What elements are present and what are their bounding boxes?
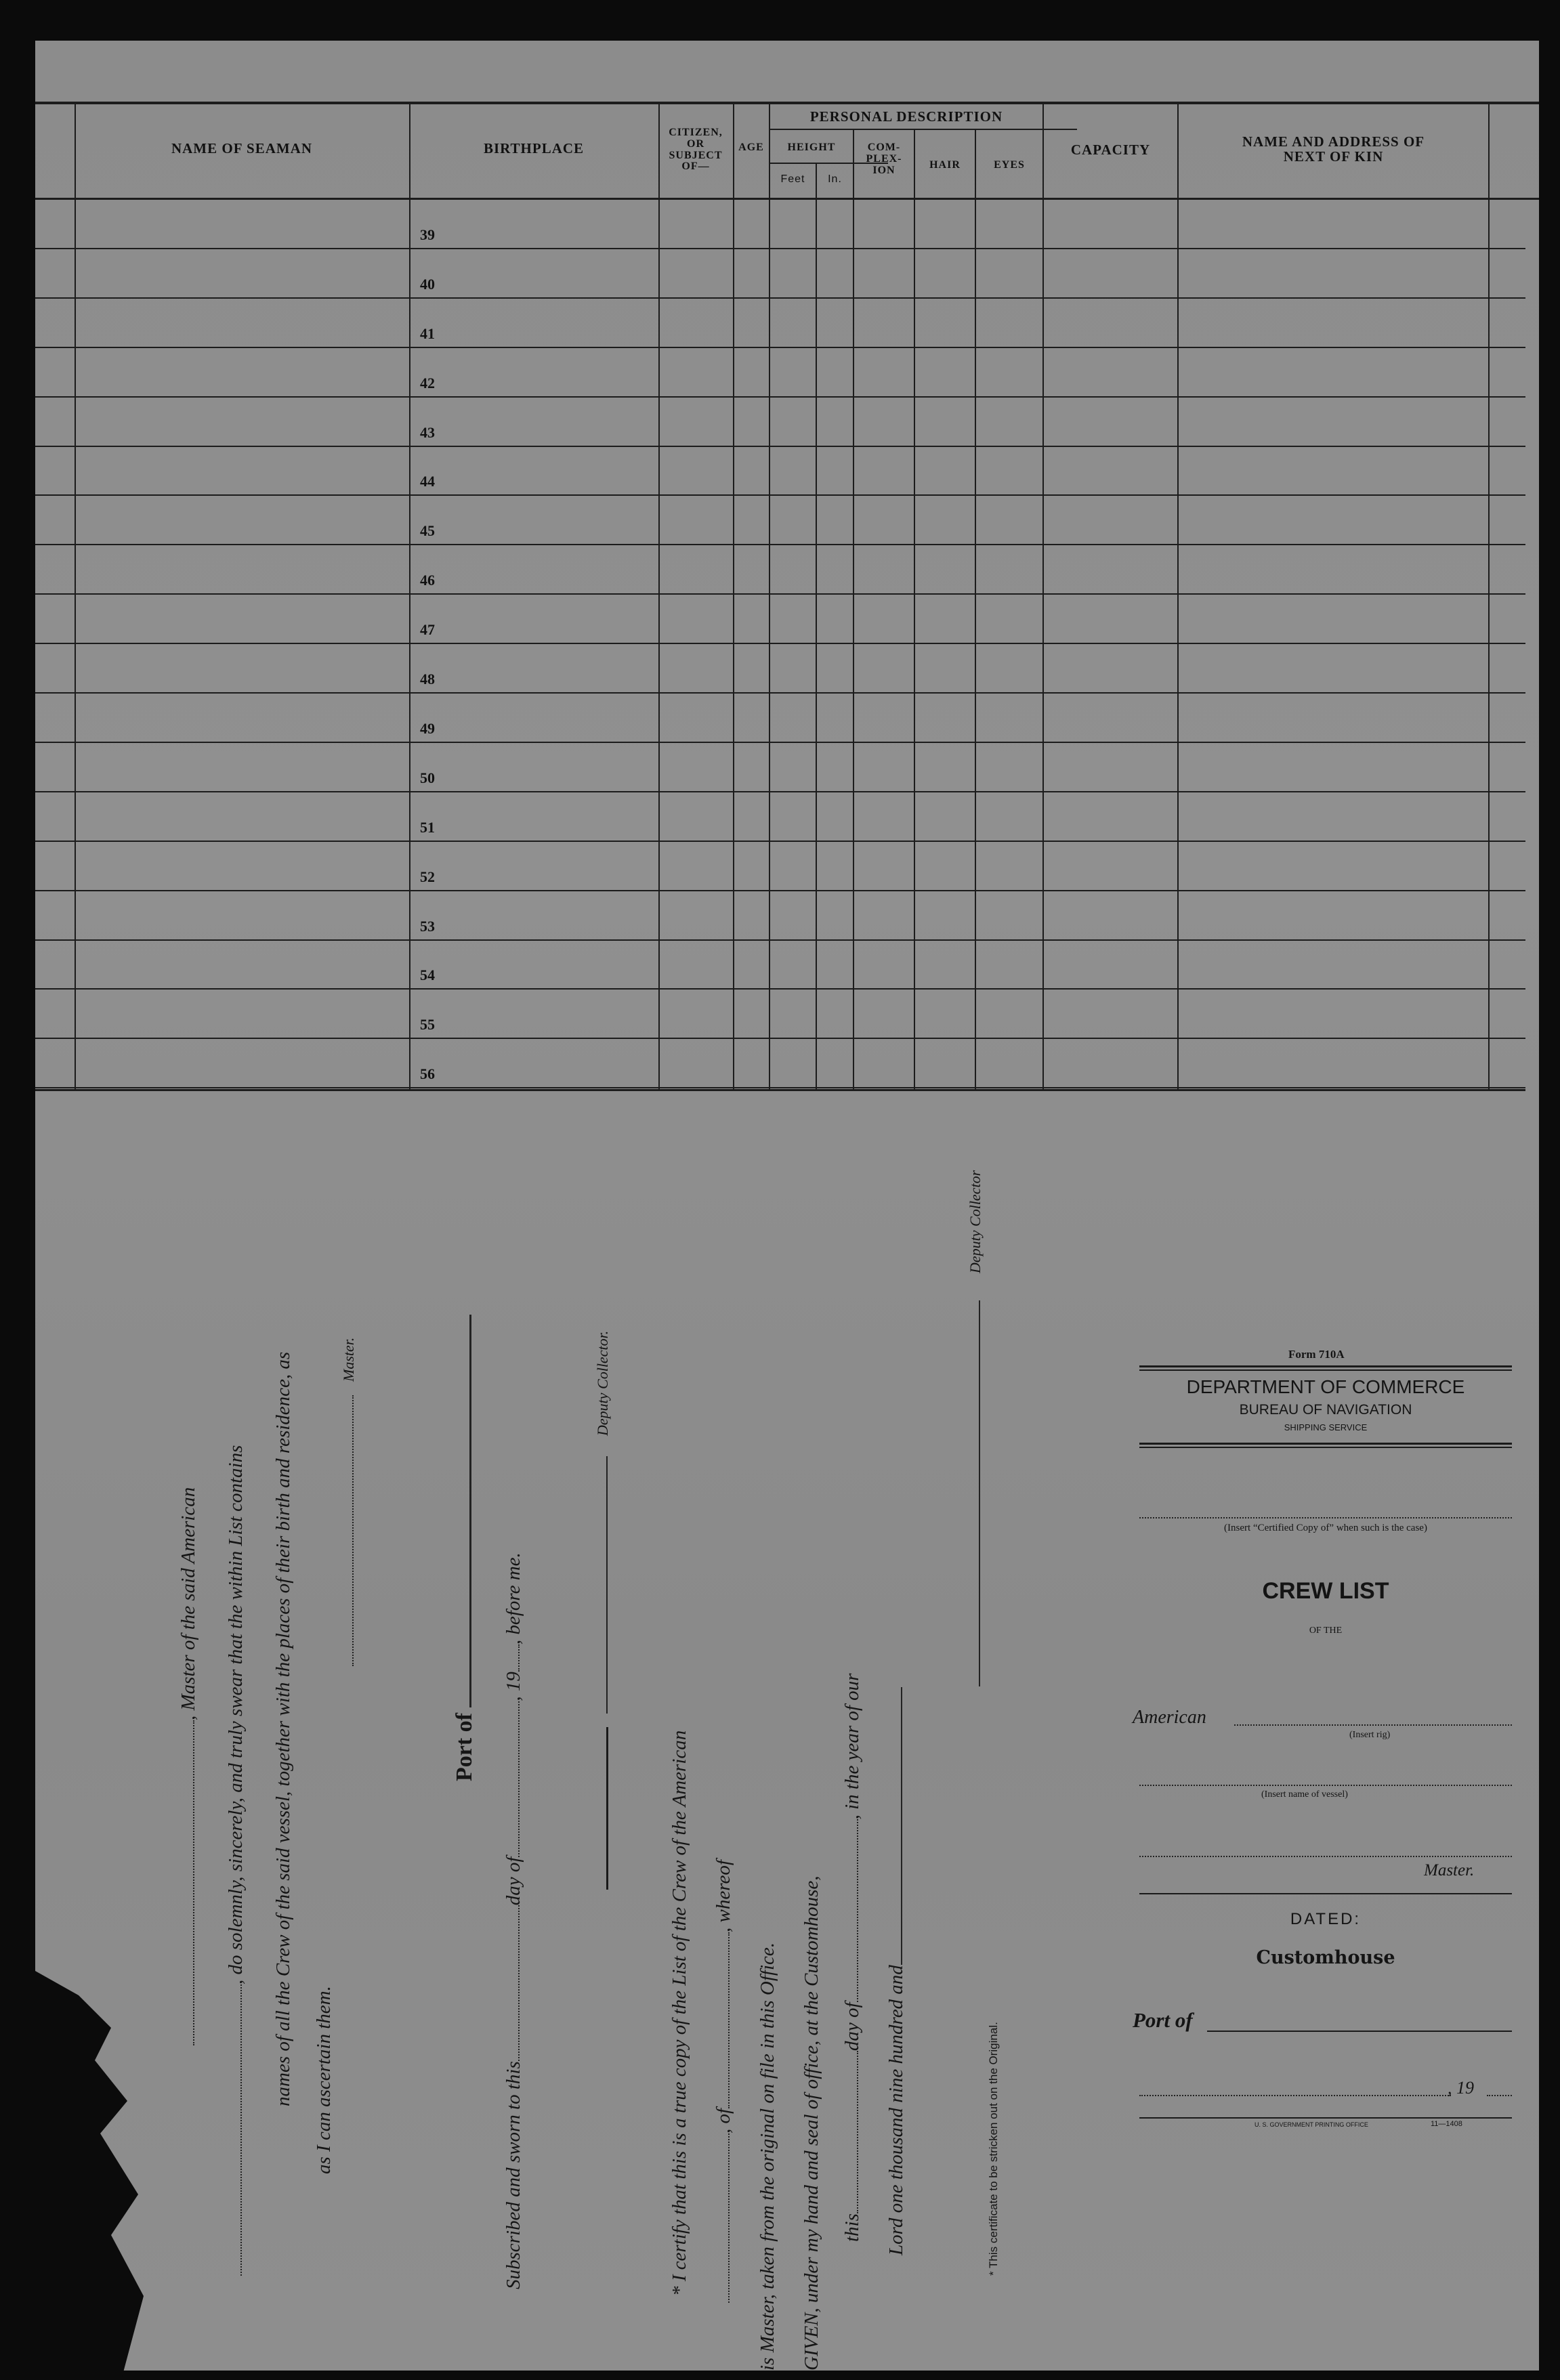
table-row: [35, 1087, 1525, 1088]
oath-line-1: , Master of the said American: [177, 1487, 200, 2045]
row-number: 39: [420, 226, 435, 243]
header-complexion: COM- PLEX- ION: [866, 142, 902, 176]
table-row: [35, 692, 1525, 694]
col-line: [733, 104, 734, 1089]
printing-office: U. S. GOVERNMENT PRINTING OFFICE: [1255, 2121, 1368, 2128]
american-label: American: [1133, 1707, 1206, 1728]
table-bottom-rule: [35, 1089, 1525, 1091]
table-row: [35, 939, 1525, 941]
oath-port-of: Port of: [452, 1315, 478, 1781]
table-row: [35, 347, 1525, 348]
row-number: 53: [420, 917, 435, 935]
header-birthplace: BIRTHPLACE: [483, 140, 585, 156]
crew-list-title: CREW LIST: [1262, 1578, 1389, 1604]
cert-line-lord: Lord one thousand nine hundred and: [885, 1687, 908, 2255]
header-age: AGE: [738, 142, 764, 153]
cert-line-2: is Master, taken from the original on file in this Office.: [757, 1942, 778, 2371]
cert-line-1: * I certify that this is a true copy of the List of the Crew of the American: [669, 1730, 690, 2296]
col-line: [975, 129, 976, 1089]
header-name-of-seaman: NAME OF SEAMAN: [171, 140, 313, 156]
col-line: [769, 104, 770, 1089]
col-line: [658, 104, 660, 1089]
row-number: 48: [420, 671, 435, 687]
row-number: 50: [420, 769, 435, 786]
form-code: 11—1408: [1431, 2120, 1462, 2128]
header-eyes: EYES: [994, 159, 1025, 171]
port-of-label: Port of: [1133, 2008, 1193, 2032]
col-line: [409, 104, 410, 1089]
table-top-rule: [35, 102, 1539, 104]
col-line: [75, 104, 76, 1089]
bureau: BUREAU OF NAVIGATION: [1239, 1402, 1412, 1418]
oath-line-4: as I can ascertain them.: [313, 1986, 335, 2174]
oath-subscribed: Subscribed and sworn to thisday of, 19, before me.: [503, 1552, 524, 2289]
table-row: [35, 841, 1525, 842]
col-line: [1042, 104, 1044, 1089]
of-the: OF THE: [1309, 1625, 1343, 1636]
cert-deputy-line: Deputy Collector: [963, 1170, 986, 1686]
insert-certified: (Insert “Certified Copy of” when such is the case): [1224, 1523, 1427, 1533]
torn-corner: [35, 1971, 144, 2377]
header-personal-description: PERSONAL DESCRIPTION: [809, 108, 1003, 125]
year-label: , 19: [1448, 2078, 1474, 2098]
header-height: HEIGHT: [787, 142, 836, 153]
form-number: Form 710A: [1288, 1348, 1345, 1361]
col-line: [1177, 104, 1179, 1089]
header-next-of-kin: NAME AND ADDRESS OF NEXT OF KIN: [1242, 133, 1425, 165]
customhouse-label: Customhouse: [1256, 1947, 1395, 1968]
table-row: [35, 494, 1525, 496]
row-number: 43: [420, 423, 435, 441]
row-number: 52: [420, 868, 435, 885]
table-row: [35, 446, 1525, 447]
table-row: [35, 742, 1525, 743]
department: DEPARTMENT OF COMMERCE: [1186, 1376, 1465, 1397]
row-number: 51: [420, 818, 435, 836]
row-number: 40: [420, 275, 435, 293]
cert-line-3: GIVEN, under my hand and seal of office, at the Customhouse,: [801, 1875, 822, 2371]
row-number: 54: [420, 966, 435, 984]
table-row: [35, 890, 1525, 891]
col-line: [914, 129, 915, 1089]
row-number: 45: [420, 522, 435, 540]
header-bottom-rule: [35, 198, 1539, 200]
table-row: [35, 248, 1525, 249]
table-row: [35, 593, 1525, 595]
row-number: 55: [420, 1016, 435, 1034]
oath-master-line: Master.: [337, 1338, 359, 1666]
col-line: [816, 164, 817, 1089]
insert-name: (Insert name of vessel): [1261, 1789, 1348, 1800]
row-number: 49: [420, 719, 435, 737]
row-number: 41: [420, 324, 435, 342]
cert-line-this: thisday of, in the year of our: [841, 1673, 863, 2242]
oath-line-2: , do solemnly, sincerely, and truly swear that the within List contains: [225, 1445, 247, 2276]
header-citizen: CITIZEN, OR SUBJECT OF—: [669, 127, 723, 173]
oath-deputy-line: Deputy Collector.: [591, 1331, 613, 1714]
row-number: 46: [420, 572, 435, 589]
cert-bracket: [606, 1727, 608, 1890]
insert-rig: (Insert rig): [1349, 1730, 1391, 1740]
oath-line-3: names of all the Crew of the said vessel, together with the places of their birth and residence, as: [272, 1351, 294, 2106]
service: SHIPPING SERVICE: [1284, 1422, 1368, 1432]
header-inches: In.: [828, 173, 842, 185]
personal-rule: [769, 129, 1077, 130]
header-capacity: CAPACITY: [1070, 142, 1151, 158]
header-hair: HAIR: [929, 159, 961, 171]
table-row: [35, 988, 1525, 990]
table-row: [35, 643, 1525, 644]
table-row: [35, 791, 1525, 792]
row-number: 56: [420, 1065, 435, 1083]
table-row: [35, 297, 1525, 299]
crew-list-sheet: [35, 41, 1539, 2371]
table-row: [35, 1038, 1525, 1039]
cert-footnote: * This certificate to be stricken out on the Original.: [987, 2022, 1000, 2276]
col-line: [1488, 104, 1490, 1089]
master-label: Master.: [1424, 1861, 1475, 1879]
dated-label: DATED:: [1290, 1910, 1362, 1928]
header-feet: Feet: [780, 173, 805, 185]
cert-line-of: , of, whereof: [713, 1860, 735, 2303]
row-number: 47: [420, 621, 435, 639]
table-row: [35, 396, 1525, 398]
col-line: [853, 129, 854, 1089]
row-number: 42: [420, 374, 435, 391]
row-number: 44: [420, 473, 435, 490]
table-row: [35, 544, 1525, 545]
